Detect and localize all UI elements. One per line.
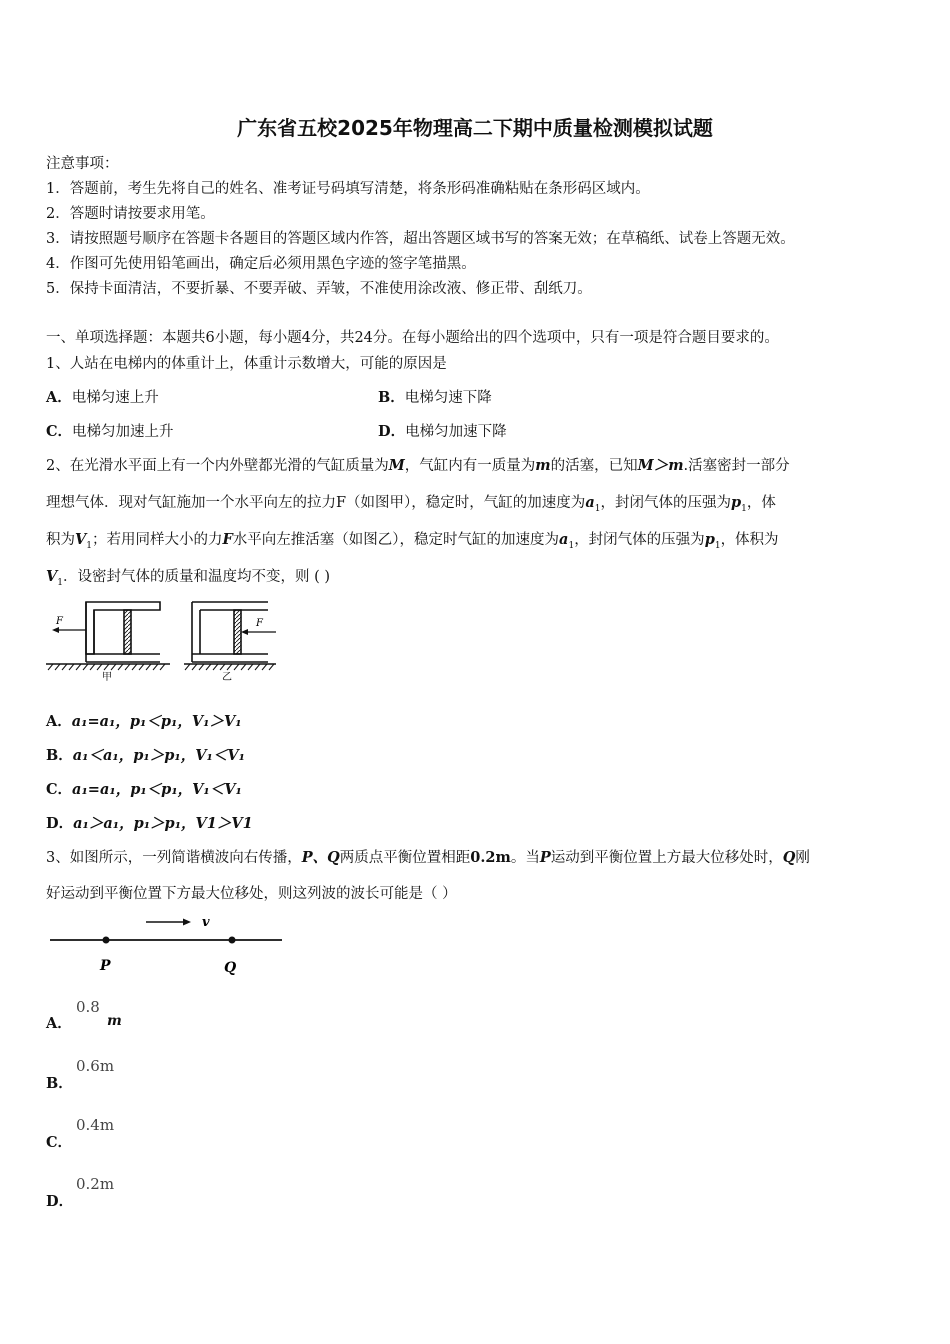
notice-item-5: 5．保持卡面清洁，不要折暴、不要弄破、弄皱，不准使用涂改液、修正带、刮纸刀。 xyxy=(46,281,592,297)
velocity-label: v xyxy=(202,915,210,930)
notice-item-3: 3．请按照题号顺序在答题卡各题目的答题区域内作答，超出答题区域书写的答案无效；在草稿纸、试卷上答题无效。 xyxy=(46,231,795,247)
notice-item-4: 4．作图可先使用铅笔画出，确定后必须用黑色字迹的签字笔描黑。 xyxy=(46,256,476,272)
force-label-right: F xyxy=(256,618,263,629)
q3-stem-line2: 好运动到平衡位置下方最大位移处，则这列波的波长可能是（ ） xyxy=(46,886,457,902)
q3-option-c-value: 0.4m xyxy=(76,1116,115,1134)
label-p: P xyxy=(100,958,111,974)
q1-option-b: B．电梯匀速下降 xyxy=(378,389,492,406)
notice-item-1: 1．答题前，考生先将自己的姓名、准考证号码填写清楚，将条形码准确粘贴在条形码区域内。 xyxy=(46,181,650,197)
q2-stem-line4: $V_1$．设密封气体的质量和温度均不变，则 ( ) xyxy=(46,568,331,588)
q3-option-a-value: 0.8 xyxy=(76,998,100,1016)
section-heading: 一、单项选择题：本题共6小题，每小题4分，共24分。在每小题给出的四个选项中，只有一项是符合题目要求的。 xyxy=(46,330,779,346)
q3-option-c-label: C． xyxy=(46,1134,73,1151)
force-label-left: F xyxy=(56,616,63,627)
q2-option-c: C．a₁=a₁，p₁＜p₁，V₁＜V₁ xyxy=(46,781,242,798)
fig-label-left: 甲 xyxy=(102,672,112,683)
q2-option-a: A．a₁=a₁，p₁＜p₁，V₁＞V₁ xyxy=(46,713,242,730)
q2-option-d: D．a₁＞a₁，p₁＞p₁，V1＞V1 xyxy=(46,815,253,832)
notice-item-2: 2．答题时请按要求用笔。 xyxy=(46,206,215,222)
q3-option-a-unit: m xyxy=(107,1013,122,1029)
q3-option-b-label: B． xyxy=(46,1075,73,1092)
q3-option-d-value: 0.2m xyxy=(76,1175,115,1193)
q2-cylinder-diagram xyxy=(44,598,284,684)
q2-stem-line1: 2、在光滑水平面上有一个内外壁都光滑的气缸质量为M，气缸内有一质量为m的活塞，已知M＞m.活塞密封一部分 xyxy=(46,457,790,474)
page-title: 广东省五校2025年物理高二下期中质量检测模拟试题 xyxy=(237,116,713,140)
q2-option-b: B．a₁＜a₁，p₁＞p₁，V₁＜V₁ xyxy=(46,747,245,764)
q3-option-b-value: 0.6m xyxy=(76,1057,115,1075)
q3-option-a-label: A． xyxy=(46,1015,72,1032)
q2-stem-line3: 积为$V_1$；若用同样大小的力F水平向左推活塞（如图乙），稳定时气缸的加速度为$a_1$，封闭气体的压强为$p_1$，体积为 xyxy=(46,531,779,551)
notice-heading: 注意事项： xyxy=(46,156,119,172)
cylinder-left xyxy=(86,602,160,662)
q3-wave-diagram xyxy=(48,908,288,978)
fig-label-right: 乙 xyxy=(222,672,232,683)
q1-option-a: A．电梯匀速上升 xyxy=(46,389,159,406)
q3-stem-line1: 3、如图所示，一列简谐横波向右传播，P、Q两质点平衡位置相距0.2m。当P运动到平衡位置上方最大位移处时，Q刚 xyxy=(46,849,810,866)
point-p xyxy=(103,937,110,944)
q1-option-d: D．电梯匀加速下降 xyxy=(378,423,507,440)
q1-stem: 1、人站在电梯内的体重计上，体重计示数增大，可能的原因是 xyxy=(46,356,447,372)
q3-option-d-label: D． xyxy=(46,1193,74,1210)
q1-option-c: C．电梯匀加速上升 xyxy=(46,423,174,440)
point-q xyxy=(229,937,236,944)
label-q: Q xyxy=(224,960,237,976)
q2-stem-line2: 理想气体．现对气缸施加一个水平向左的拉力F（如图甲），稳定时，气缸的加速度为$a_1$，封闭气体的压强为$p_1$，体 xyxy=(46,494,776,514)
